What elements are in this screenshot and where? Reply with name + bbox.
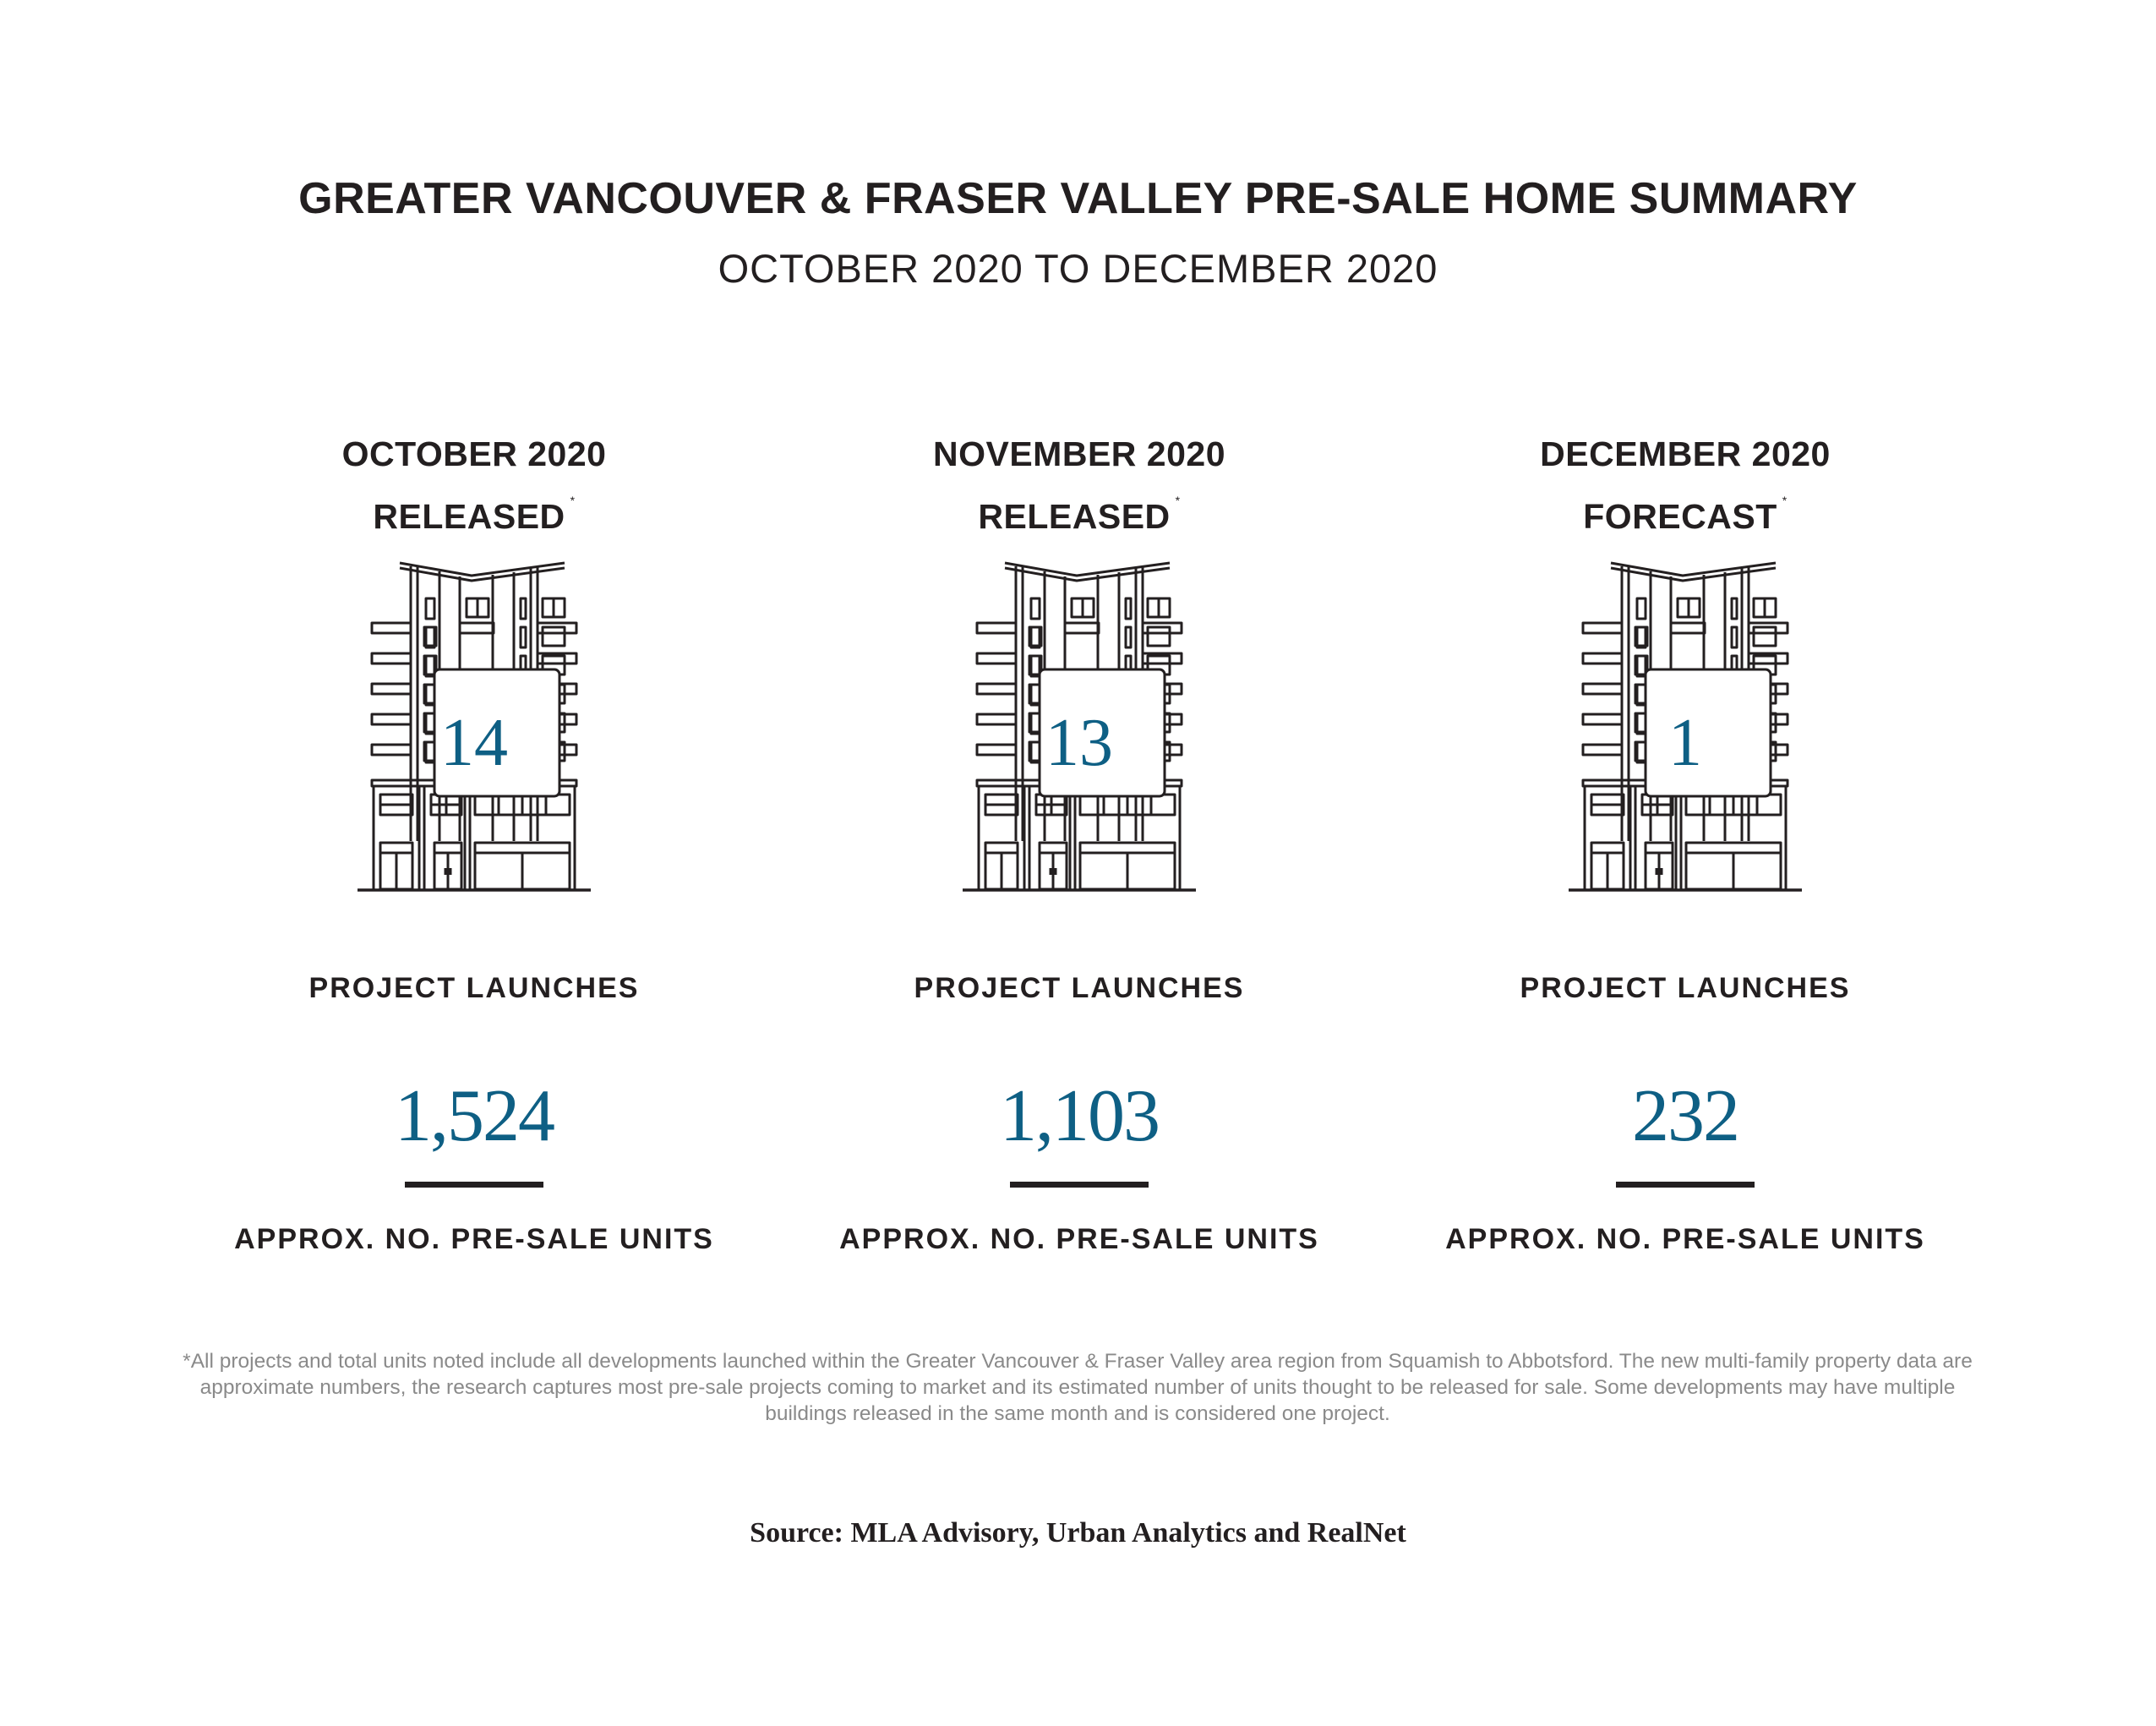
summary-column-november (775, 431, 1384, 1255)
column-status: FORECAST * (1583, 494, 1788, 536)
page-subtitle: OCTOBER 2020 TO DECEMBER 2020 (718, 246, 1438, 291)
presale-units-value: 232 (1632, 1075, 1738, 1157)
project-launch-count: 1 (1668, 706, 1702, 780)
building-icon (170, 551, 778, 923)
asterisk-marker: * (570, 494, 576, 507)
footnote: *All projects and total units noted include all developments launched within the Greater Vancouver & Fraser Valley area region from Squamish to Abbotsford. The new multi-family property data are approximate numbers, the research captures most pre-sale projects coming to market and its estimated number of units thought to be released for sale. Some developments may have multiple buildings released in the same month and is considered one project. (183, 1350, 1973, 1425)
building-icon (775, 551, 1384, 923)
divider-rule (1010, 1182, 1149, 1188)
summary-column-october (170, 431, 778, 1255)
presale-units-value: 1,524 (395, 1075, 554, 1157)
page-title: GREATER VANCOUVER & FRASER VALLEY PRE-SALE HOME SUMMARY (298, 174, 1858, 223)
column-status: RELEASED * (373, 494, 576, 536)
column-month: DECEMBER 2020 (1540, 434, 1831, 473)
project-launch-count: 14 (440, 706, 508, 780)
column-status: RELEASED * (978, 494, 1181, 536)
asterisk-marker: * (1782, 494, 1788, 507)
building-icon (1381, 551, 1990, 923)
project-launches-label: PROJECT LAUNCHES (308, 972, 640, 1004)
presale-units-label: APPROX. NO. PRE-SALE UNITS (839, 1223, 1319, 1255)
summary-column-december (1381, 431, 1990, 1255)
project-launch-count: 13 (1045, 706, 1113, 780)
column-month: NOVEMBER 2020 (932, 434, 1225, 473)
column-heading (1381, 431, 1990, 540)
divider-rule (1616, 1182, 1755, 1188)
divider-rule (405, 1182, 543, 1188)
column-month: OCTOBER 2020 (341, 434, 607, 473)
column-heading (775, 431, 1384, 540)
project-launches-label: PROJECT LAUNCHES (1520, 972, 1851, 1004)
presale-units-value: 1,103 (1000, 1075, 1159, 1157)
presale-units-label: APPROX. NO. PRE-SALE UNITS (1445, 1223, 1925, 1255)
source-credit: Source: MLA Advisory, Urban Analytics and RealNet (750, 1517, 1406, 1548)
presale-units-label: APPROX. NO. PRE-SALE UNITS (234, 1223, 714, 1255)
project-launches-label: PROJECT LAUNCHES (914, 972, 1245, 1004)
column-heading (170, 431, 778, 540)
asterisk-marker: * (1175, 494, 1181, 507)
